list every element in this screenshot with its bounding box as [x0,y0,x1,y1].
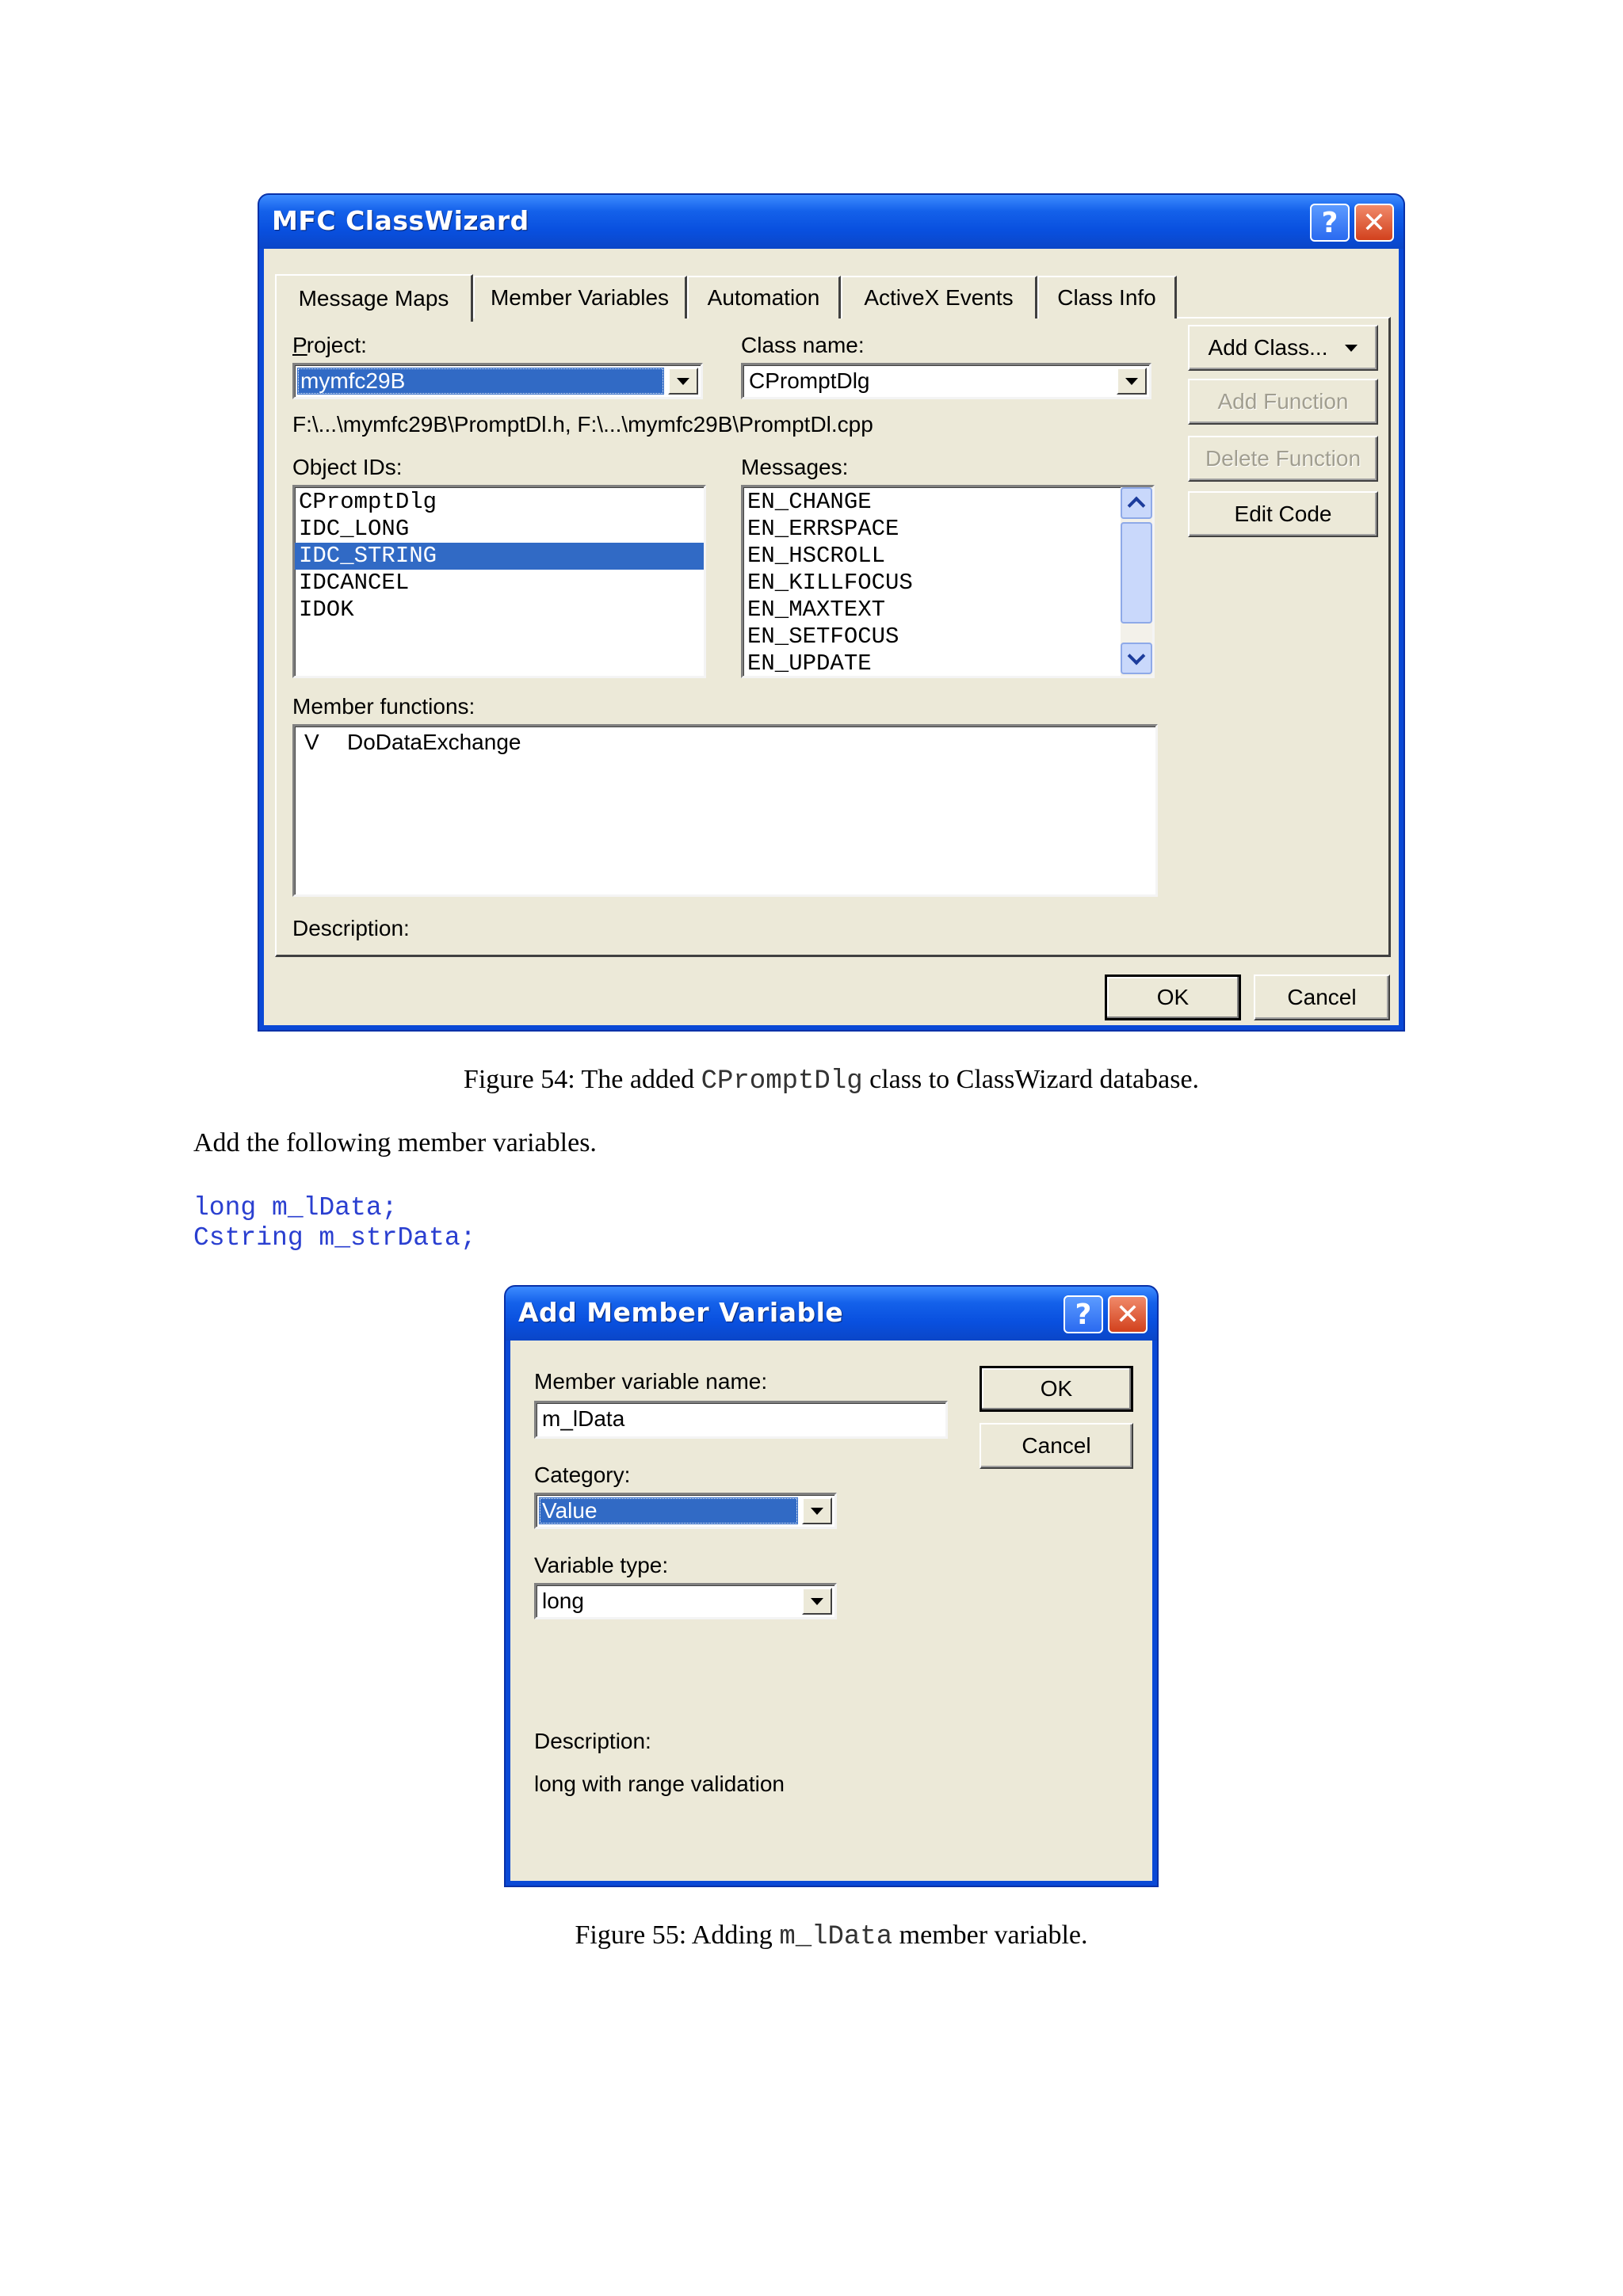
project-value: mymfc29B [297,368,664,395]
project-label: Project: [292,333,367,357]
chevron-down-icon [811,1508,823,1515]
project-dropdown-button[interactable] [668,368,698,395]
category-dropdown-button[interactable] [802,1497,832,1524]
addmember-titlebar[interactable] [506,1287,1157,1341]
list-item[interactable]: IDCANCEL [299,570,410,596]
type-value: long [542,1589,584,1613]
object-ids-list[interactable] [292,485,706,678]
object-ids-label: Object IDs: [292,455,403,479]
messages-list[interactable] [741,485,1155,678]
ok-button[interactable]: OK [980,1366,1133,1412]
classwizard-client [264,249,1399,1025]
cancel-button[interactable]: Cancel [1254,974,1390,1020]
file-path: F:\...\mymfc29B\PromptDl.h, F:\...\mymfc29B\PromptDl.cpp [292,412,873,437]
dropdown-arrow-icon [1345,345,1358,352]
edit-code-button[interactable]: Edit Code [1188,491,1378,537]
scroll-thumb[interactable] [1121,522,1152,624]
list-item[interactable]: IDC_LONG [299,516,410,542]
type-combo[interactable] [534,1583,837,1619]
code-line-1: long m_lData; [193,1193,398,1222]
caption54-suffix: class to ClassWizard database. [862,1065,1200,1094]
caption54-prefix: Figure 54: The added [463,1065,701,1094]
tab-class-info[interactable]: Class Info [1037,276,1177,318]
list-item[interactable]: CPromptDlg [299,489,437,515]
cancel-button[interactable]: Cancel [980,1423,1133,1469]
classname-value: CPromptDlg [749,368,870,393]
classname-label: Class name: [741,333,865,357]
name-label: Member variable name: [534,1369,768,1394]
type-label: Variable type: [534,1553,669,1577]
classwizard-title: MFC ClassWizard [272,205,529,236]
list-item[interactable]: EN_ERRSPACE [747,516,899,542]
tab-member-variables[interactable]: Member Variables [473,276,687,318]
caption55-prefix: Figure 55: Adding [575,1920,780,1950]
messages-scrollbar[interactable] [1121,487,1152,676]
description-label: Description: [534,1729,651,1753]
classname-dropdown-button[interactable] [1117,368,1147,395]
category-combo[interactable] [534,1493,837,1529]
close-icon[interactable]: ✕ [1354,204,1394,242]
list-item[interactable]: IDOK [299,597,354,623]
project-combo[interactable] [292,363,703,399]
addmember-window [504,1285,1159,1887]
name-value: m_lData [542,1406,625,1431]
tab-automation[interactable]: Automation [687,276,841,318]
description-value: long with range validation [534,1772,785,1796]
name-field[interactable] [534,1401,948,1439]
list-item[interactable]: EN_CHANGE [747,489,872,515]
object-ids-items [295,489,704,624]
list-item[interactable]: EN_MAXTEXT [747,597,886,623]
classwizard-titlebar[interactable] [259,195,1403,249]
tab-activex-events[interactable]: ActiveX Events [841,276,1037,318]
list-item[interactable]: EN_UPDATE [747,650,872,673]
classwizard-window [258,193,1405,1032]
figure-54-caption [0,1065,1623,1097]
chevron-down-icon [1128,647,1146,666]
project-label-text: roject: [306,333,367,357]
close-icon[interactable]: ✕ [1108,1295,1148,1333]
delete-function-button[interactable]: Delete Function [1188,436,1378,482]
messages-items [743,489,1117,673]
virtual-marker: V [304,730,319,754]
chevron-down-icon [1125,378,1138,385]
chevron-down-icon [677,378,689,385]
figure-55-caption [0,1920,1623,1952]
caption54-code: CPromptDlg [701,1066,863,1097]
help-icon[interactable]: ? [1064,1295,1103,1333]
list-item-selected[interactable]: IDC_STRING [295,543,704,570]
chevron-up-icon [1128,497,1146,515]
tab-strip [275,276,1305,320]
type-dropdown-button[interactable] [802,1588,832,1615]
member-functions-label: Member functions: [292,694,475,719]
chevron-down-icon [811,1598,823,1605]
category-value: Value [539,1497,798,1524]
scroll-up-button[interactable] [1121,487,1152,519]
code-line-2: Cstring m_strData; [193,1223,476,1253]
add-function-button[interactable]: Add Function [1188,379,1378,425]
list-item[interactable]: EN_KILLFOCUS [747,570,913,596]
member-function-item[interactable]: DoDataExchange [347,730,521,754]
scroll-down-button[interactable] [1121,643,1152,674]
member-functions-list[interactable] [292,724,1158,897]
category-label: Category: [534,1463,631,1487]
list-item[interactable]: EN_HSCROLL [747,543,886,569]
help-icon[interactable]: ? [1310,204,1350,242]
list-item[interactable]: EN_SETFOCUS [747,624,899,650]
ok-button[interactable]: OK [1105,974,1241,1020]
instruction-text: Add the following member variables. [193,1128,597,1158]
add-class-button[interactable] [1188,325,1378,371]
messages-label: Messages: [741,455,849,479]
description-label: Description: [292,916,410,940]
classname-combo[interactable] [741,363,1151,399]
caption55-suffix: member variable. [892,1920,1088,1950]
addmember-title: Add Member Variable [518,1297,844,1328]
addmember-client [510,1341,1152,1881]
tab-message-maps[interactable]: Message Maps [275,274,473,322]
caption55-code: m_lData [779,1922,893,1952]
add-class-label: Add Class... [1208,335,1328,360]
